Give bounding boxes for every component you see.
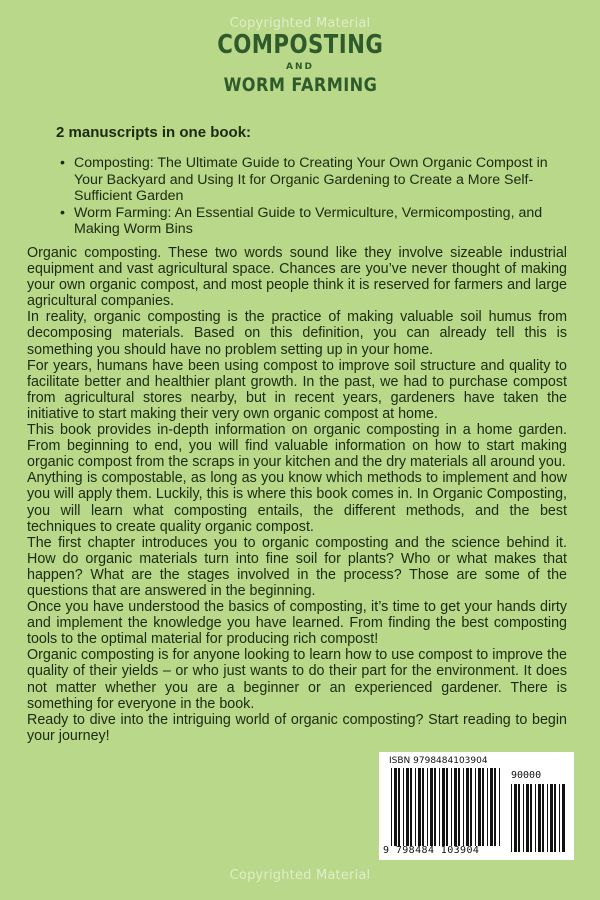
barcode-bar	[463, 768, 464, 846]
barcode-bar	[487, 768, 488, 846]
barcode-bar	[466, 768, 469, 846]
blurb-paragraph: This book provides in-depth information on organic composting in a home garden. From beginning to end, you will find valuable information on how to start making organic compost from the scraps in your kitchen and the dry materials all around you.	[27, 422, 567, 471]
manuscript-item: • Composting: The Ultimate Guide to Creating Your Own Organic Compost in Your Backyard and Using It for Organic Gardening to Create a More Self-Sufficient Garden	[72, 155, 576, 205]
blurb-paragraph: Organic composting. These two words sound like they involve sizeable industrial equipment and vast agricultural space. Chances are you’ve never thought of making your own organic compost, and most people think it is reserved for farmers and large agricultural companies.	[27, 245, 567, 310]
blurb-paragraph: For years, humans have been using compost to improve soil structure and quality to facilitate better and healthier plant growth. In the past, we had to purchase compost from agricultural stores nearby, but in recent years, gardeners have taken the initiative to start making their very own organic compost at home.	[27, 357, 567, 422]
barcode-bar	[526, 784, 529, 852]
barcode-bar	[446, 768, 448, 846]
barcode-bar	[538, 784, 541, 852]
watermark-top: Copyrighted Material	[229, 16, 371, 31]
barcode-bar	[410, 768, 412, 846]
barcode-bar	[511, 784, 512, 852]
barcode-bars	[379, 752, 574, 860]
barcode-bar	[550, 784, 553, 852]
barcode-bar	[415, 768, 416, 846]
manuscripts-section	[56, 124, 576, 238]
blurb-text	[27, 245, 567, 744]
barcode-bar	[458, 768, 460, 846]
barcode-bar	[454, 768, 457, 846]
barcode-bar	[514, 784, 517, 852]
barcode-bar	[475, 768, 476, 846]
price-code: 90000	[511, 770, 542, 781]
barcode-bar	[430, 768, 433, 846]
barcode-bar	[403, 768, 404, 846]
blurb-paragraph: Organic composting is for anyone looking to learn how to use compost to improve the quality of their yields – or who just wants to do their part for the environment. It does not matter whether you are a beginner or an experienced gardener. There is something for everyone in the book.	[27, 647, 567, 712]
blurb-paragraph: In reality, organic composting is the practice of making valuable soil humus from decomposing materials. Based on this definition, you can already tell this is something you should have no problem setting up in your home.	[27, 309, 567, 358]
barcode-bar	[542, 784, 544, 852]
manuscripts-list	[56, 155, 576, 238]
blurb-paragraph: Anything is compostable, as long as you know which methods to implement and how you will apply them. Luckily, this is where this book comes in. In Organic Composting, you will learn what composting entails, the different methods, and the best techniques to create quality organic compost.	[27, 470, 567, 535]
barcode-bar	[398, 768, 400, 846]
barcode-bar	[559, 784, 560, 852]
blurb-paragraph: The first chapter introduces you to organic composting and the science behind it. How do organic materials turn into fine soil for plants? Who or what makes that happen? What are the stages involved in the process? Those are some of the questions that are answered in the beginning.	[27, 534, 567, 599]
barcode-bar	[562, 784, 565, 852]
barcode-bar	[394, 768, 397, 846]
blurb-paragraph: Once you have understood the basics of composting, it’s time to get your hands dirty and implement the knowledge you have learned. From finding the best composting tools to the optimal material for producing rich compost!	[27, 599, 567, 648]
barcode-bar	[535, 784, 536, 852]
isbn-label: ISBN 9798484103904	[389, 756, 488, 766]
barcode-bar	[490, 768, 493, 846]
barcode-bar	[547, 784, 548, 852]
barcode-bar	[518, 784, 520, 852]
barcode-bar	[406, 768, 409, 846]
book-title	[0, 30, 600, 96]
barcode-bar	[499, 768, 500, 846]
title-line-worm-farming: WORM FARMING	[223, 74, 377, 96]
watermark-bottom: Copyrighted Material	[229, 868, 371, 883]
barcode-bar	[434, 768, 436, 846]
manuscripts-heading: 2 manuscripts in one book:	[56, 124, 252, 141]
barcode-bar	[482, 768, 484, 846]
barcode-bar	[442, 768, 445, 846]
title-line-composting: COMPOSTING	[216, 30, 383, 60]
barcode-bar	[439, 768, 440, 846]
blurb-paragraph: Ready to dive into the intriguing world of organic composting? Start reading to begin your journey!	[27, 711, 567, 744]
title-line-and: AND	[286, 62, 314, 72]
barcode-bar	[391, 768, 392, 846]
barcode-bar	[554, 784, 556, 852]
manuscript-item: • Worm Farming: An Essential Guide to Vermiculture, Vermicomposting, and Making Worm Bins	[72, 205, 576, 238]
barcode-bar	[494, 768, 496, 846]
barcode-bar	[422, 768, 424, 846]
barcode-bar	[451, 768, 452, 846]
barcode-bar	[427, 768, 428, 846]
barcode-bar	[418, 768, 421, 846]
barcode-bar	[530, 784, 532, 852]
isbn-digits: 9 798484 103904	[383, 845, 480, 856]
barcode-bar	[478, 768, 481, 846]
isbn-barcode	[379, 752, 574, 860]
barcode-bar	[523, 784, 524, 852]
barcode-bar	[470, 768, 472, 846]
